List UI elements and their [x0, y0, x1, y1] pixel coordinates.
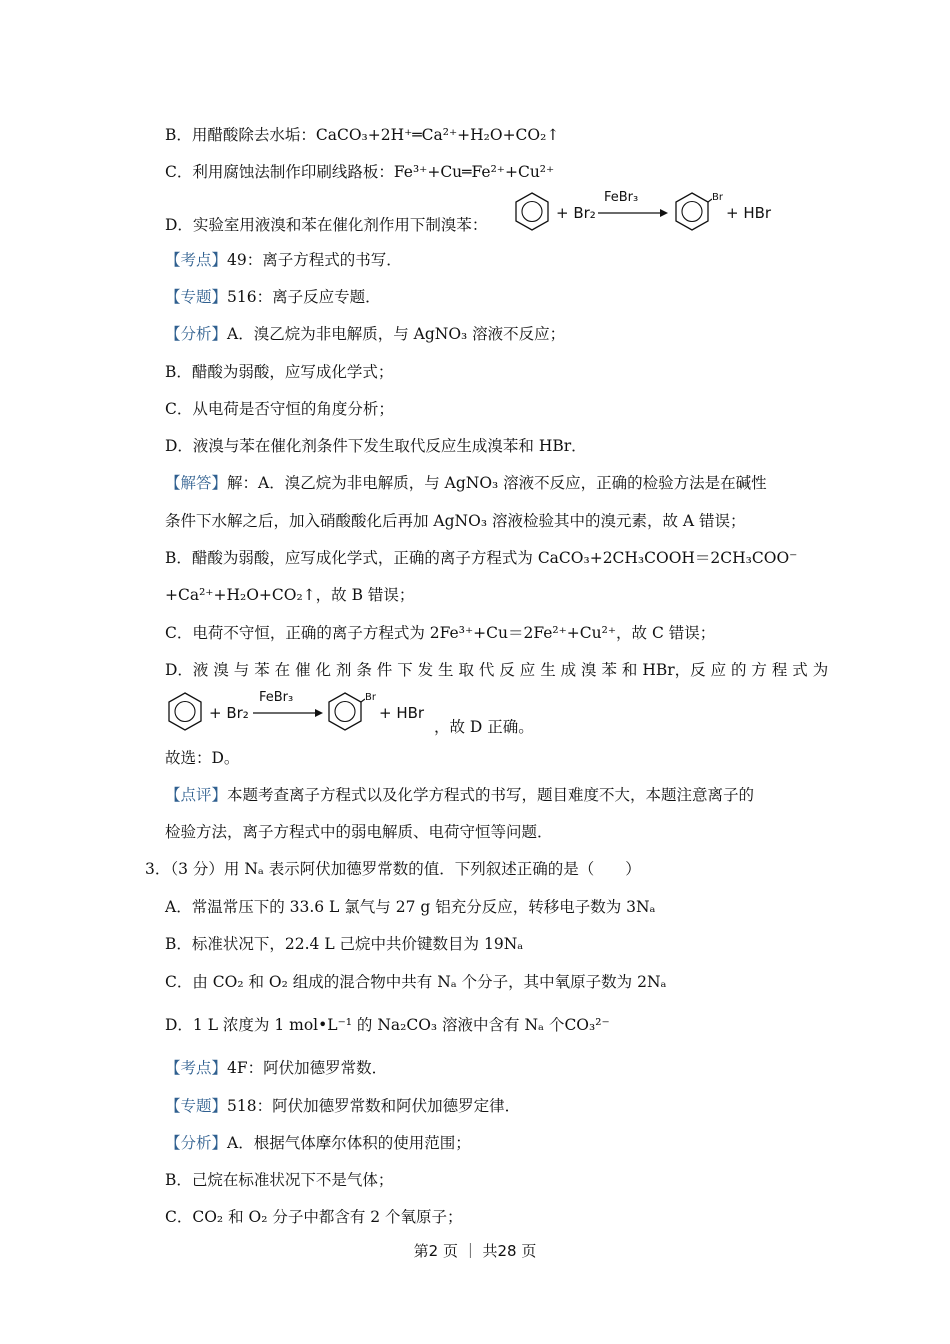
jieda-text: 解：A．溴乙烷为非电解质，与 AgNO₃ 溶液不反应，正确的检验方法是在碱性: [227, 474, 767, 492]
jieda-a-cont-line: 条件下水解之后，加入硝酸酸化后再加 AgNO₃ 溶液检验其中的溴元素，故 A 错误；: [165, 512, 746, 530]
jieda-d-conclusion: ，故 D 正确。: [434, 718, 534, 736]
plus-hbr-text: + HBr: [379, 704, 425, 722]
option-c-line: C．利用腐蚀法制作印刷线路板：Fe³⁺+Cu═Fe²⁺+Cu²⁺: [165, 163, 555, 181]
jieda-b-line: B．醋酸为弱酸，应写成化学式，正确的离子方程式为 CaCO₃+2CH₃COOH＝2CH₃COO⁻: [165, 549, 798, 567]
plus-br2-text: + Br₂: [209, 704, 249, 722]
fenxi-c-line: C．从电荷是否守恒的角度分析；: [165, 400, 394, 418]
dianping-tag: 【点评】: [165, 786, 228, 804]
option-b-line: B．用醋酸除去水垢：CaCO₃+2H⁺═Ca²⁺+H₂O+CO₂↑: [165, 126, 560, 144]
jieda-c-line: C．电荷不守恒，正确的离子方程式为 2Fe³⁺+Cu＝2Fe²⁺+Cu²⁺，故 C 错误；: [165, 624, 716, 642]
kaodian-text: 49：离子方程式的书写．: [227, 251, 402, 269]
kaodian-text: 4F：阿伏加德罗常数．: [227, 1059, 388, 1077]
zhuanti-tag: 【专题】: [165, 1097, 228, 1115]
question-3-stem: 3．（3 分）用 Nₐ 表示阿伏加德罗常数的值．下列叙述正确的是（ ）: [145, 860, 641, 878]
q3-fenxi-c-line: C．CO₂ 和 O₂ 分子中都含有 2 个氧原子；: [165, 1208, 463, 1226]
q3-zhuanti-line: [165, 1095, 520, 1117]
kaodian-tag: 【考点】: [165, 1059, 228, 1077]
plus-hbr-text: + HBr: [726, 204, 772, 222]
kaodian-tag: 【考点】: [165, 251, 228, 269]
q3-fenxi-b-line: B．己烷在标准状况下不是气体；: [165, 1171, 394, 1189]
answer-line: 故选：D。: [165, 749, 240, 767]
fenxi-tag: 【分析】: [165, 325, 228, 343]
benzene-ring-icon: [512, 190, 552, 234]
fenxi-text: A．溴乙烷为非电解质，与 AgNO₃ 溶液不反应；: [227, 325, 566, 343]
reaction-arrow-icon: [598, 208, 668, 218]
fenxi-line: [165, 323, 565, 345]
jieda-line: [165, 472, 767, 494]
dianping-line: [165, 784, 754, 806]
jieda-b-cont-line: +Ca²⁺+H₂O+CO₂↑，故 B 错误；: [165, 586, 415, 604]
zhuanti-text: 518：阿伏加德罗常数和阿伏加德罗定律．: [227, 1097, 521, 1115]
option-d-line: D．实验室用液溴和苯在催化剂作用下制溴苯：: [165, 216, 488, 234]
reaction-arrow-icon: [253, 708, 323, 718]
q3-fenxi-line: [165, 1132, 471, 1154]
br-substituent-label: Br: [712, 192, 723, 203]
jieda-tag: 【解答】: [165, 474, 228, 492]
bromination-scheme-1: [512, 190, 812, 240]
q3-kaodian-line: [165, 1057, 387, 1079]
jieda-d-line: D．液 溴 与 苯 在 催 化 剂 条 件 下 发 生 取 代 反 应 生 成 溴 苯 和 HBr，反 应 的 方 程 式 为: [165, 661, 829, 679]
fenxi-b-line: B．醋酸为弱酸，应写成化学式；: [165, 363, 394, 381]
fenxi-tag: 【分析】: [165, 1134, 228, 1152]
kaodian-line: [165, 249, 402, 271]
zhuanti-line: [165, 286, 381, 308]
bromination-scheme-2: [165, 688, 445, 736]
fenxi-d-line: D．液溴与苯在催化剂条件下发生取代反应生成溴苯和 HBr．: [165, 437, 587, 455]
zhuanti-tag: 【专题】: [165, 288, 228, 306]
page-footer: 第2 页 ｜ 共28 页: [413, 1242, 537, 1260]
bromobenzene-ring-icon: [325, 690, 365, 734]
question-3-option-d: D．1 L 浓度为 1 mol•L⁻¹ 的 Na₂CO₃ 溶液中含有 Nₐ 个CO₃²⁻: [165, 1016, 610, 1034]
benzene-ring-icon: [165, 690, 205, 734]
catalyst-label: FeBr₃: [604, 190, 639, 205]
question-3-option-c: C．由 CO₂ 和 O₂ 组成的混合物中共有 Nₐ 个分子，其中氧原子数为 2Nₐ: [165, 973, 667, 991]
question-3-option-b: B．标准状况下，22.4 L 己烷中共价键数目为 19Nₐ: [165, 935, 524, 953]
br-substituent-label: Br: [365, 692, 376, 703]
dianping-text: 本题考查离子方程式以及化学方程式的书写，题目难度不大，本题注意离子的: [227, 786, 755, 804]
fenxi-text: A．根据气体摩尔体积的使用范围；: [227, 1134, 471, 1152]
bromobenzene-ring-icon: [672, 190, 712, 234]
catalyst-label: FeBr₃: [259, 690, 294, 705]
zhuanti-text: 516：离子反应专题．: [227, 288, 381, 306]
plus-br2-text: + Br₂: [556, 204, 596, 222]
dianping-cont-line: 检验方法，离子方程式中的弱电解质、电荷守恒等问题．: [165, 823, 553, 841]
question-3-option-a: A．常温常压下的 33.6 L 氯气与 27 g 铝充分反应，转移电子数为 3Nₐ: [165, 898, 656, 916]
